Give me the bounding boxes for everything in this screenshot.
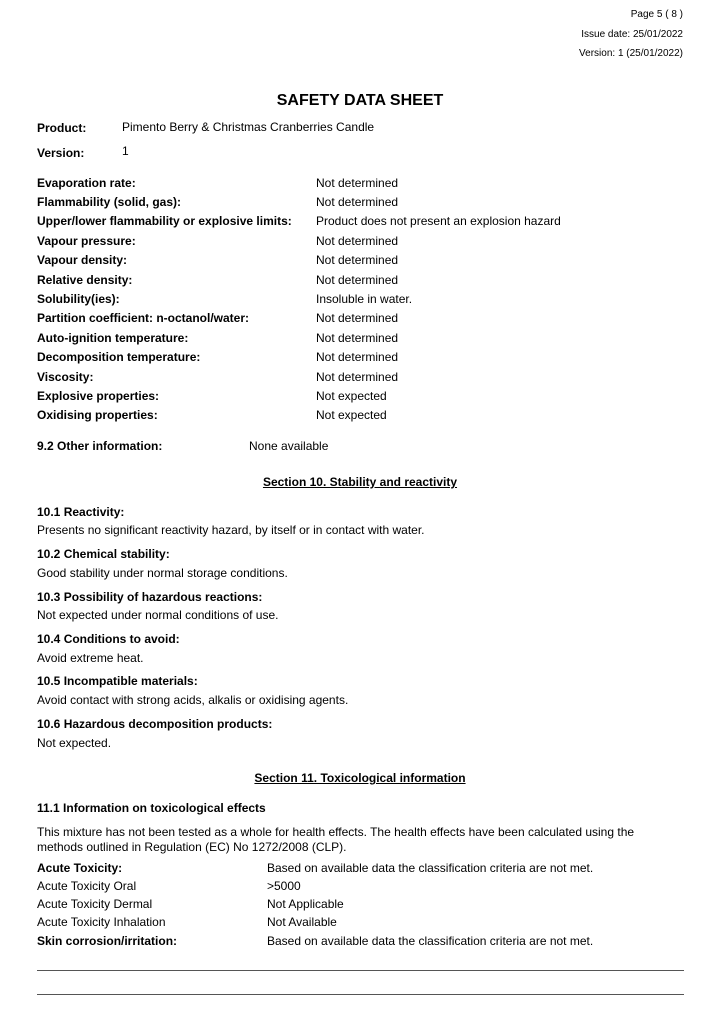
- property-label: Relative density:: [37, 273, 133, 287]
- subsection-label: 10.6 Hazardous decomposition products:: [37, 717, 273, 731]
- toxicity-label: Acute Toxicity:: [37, 861, 123, 875]
- property-label: Viscosity:: [37, 370, 94, 384]
- property-value: Not expected: [316, 408, 387, 422]
- property-value: Not determined: [316, 273, 399, 287]
- property-label: Auto-ignition temperature:: [37, 331, 189, 345]
- property-value: Not determined: [316, 176, 399, 190]
- property-label: Decomposition temperature:: [37, 350, 201, 364]
- property-value: Not determined: [316, 195, 399, 209]
- footer-divider: [37, 970, 684, 971]
- toxicity-value: Not Available: [267, 915, 337, 929]
- property-value: Not determined: [316, 370, 399, 384]
- subsection-label: 11.1 Information on toxicological effects: [37, 801, 266, 815]
- subsection-label: 10.3 Possibility of hazardous reactions:: [37, 590, 263, 604]
- toxicity-value: Not Applicable: [267, 897, 344, 911]
- section-11-intro: This mixture has not been tested as a whole for health effects. The health effects have been calculated using the methods outlined in Regulation (EC) No 1272/2008 (CLP).: [37, 825, 635, 854]
- subsection-label: 10.2 Chemical stability:: [37, 547, 170, 561]
- version-info: Version: 1 (25/01/2022): [579, 48, 683, 59]
- subsection-text: Presents no significant reactivity hazard, by itself or in contact with water.: [37, 523, 425, 537]
- subsection-text: Good stability under normal storage conditions.: [37, 566, 288, 580]
- document-title: SAFETY DATA SHEET: [276, 92, 444, 109]
- toxicity-value: Based on available data the classification criteria are not met.: [267, 934, 594, 948]
- issue-date: Issue date: 25/01/2022: [581, 29, 683, 40]
- property-value: Insoluble in water.: [316, 292, 413, 306]
- subsection-text: Not expected under normal conditions of use.: [37, 608, 279, 622]
- product-label: Product:: [37, 121, 87, 135]
- toxicity-label: Acute Toxicity Dermal: [37, 897, 153, 911]
- property-label: Explosive properties:: [37, 389, 160, 403]
- page-number: Page 5 ( 8 ): [630, 9, 683, 20]
- property-value: Not determined: [316, 234, 399, 248]
- subsection-text: Avoid contact with strong acids, alkalis or oxidising agents.: [37, 693, 349, 707]
- toxicity-label: Acute Toxicity Inhalation: [37, 915, 166, 929]
- property-label: Flammability (solid, gas):: [37, 195, 182, 209]
- property-value: Not determined: [316, 331, 399, 345]
- property-label: Partition coefficient: n-octanol/water:: [37, 311, 250, 325]
- property-value: Not expected: [316, 389, 387, 403]
- subsection-label: 10.4 Conditions to avoid:: [37, 632, 180, 646]
- property-label: Evaporation rate:: [37, 176, 136, 190]
- section-10-heading: Section 10. Stability and reactivity: [262, 475, 458, 489]
- product-value: Pimento Berry & Christmas Cranberries Candle: [122, 120, 375, 134]
- property-value: Not determined: [316, 311, 399, 325]
- subsection-text: Avoid extreme heat.: [37, 651, 144, 665]
- property-value: Not determined: [316, 253, 399, 267]
- version-label: Version:: [37, 146, 85, 160]
- subsection-label: 10.1 Reactivity:: [37, 505, 125, 519]
- toxicity-value: Based on available data the classification criteria are not met.: [267, 861, 594, 875]
- property-value: Not determined: [316, 350, 399, 364]
- toxicity-label: Skin corrosion/irritation:: [37, 934, 178, 948]
- section-11-heading: Section 11. Toxicological information: [254, 771, 466, 785]
- subsection-label: 10.5 Incompatible materials:: [37, 674, 198, 688]
- other-info-value: None available: [249, 439, 329, 453]
- property-value: Product does not present an explosion hazard: [316, 214, 561, 228]
- footer-divider: [37, 994, 684, 995]
- property-label: Upper/lower flammability or explosive limits:: [37, 214, 292, 228]
- other-info-label: 9.2 Other information:: [37, 439, 163, 453]
- property-label: Oxidising properties:: [37, 408, 158, 422]
- toxicity-label: Acute Toxicity Oral: [37, 879, 137, 893]
- toxicity-value: >5000: [267, 879, 301, 893]
- property-label: Vapour pressure:: [37, 234, 136, 248]
- subsection-text: Not expected.: [37, 736, 112, 750]
- version-value: 1: [122, 144, 129, 158]
- property-label: Solubility(ies):: [37, 292, 120, 306]
- property-label: Vapour density:: [37, 253, 128, 267]
